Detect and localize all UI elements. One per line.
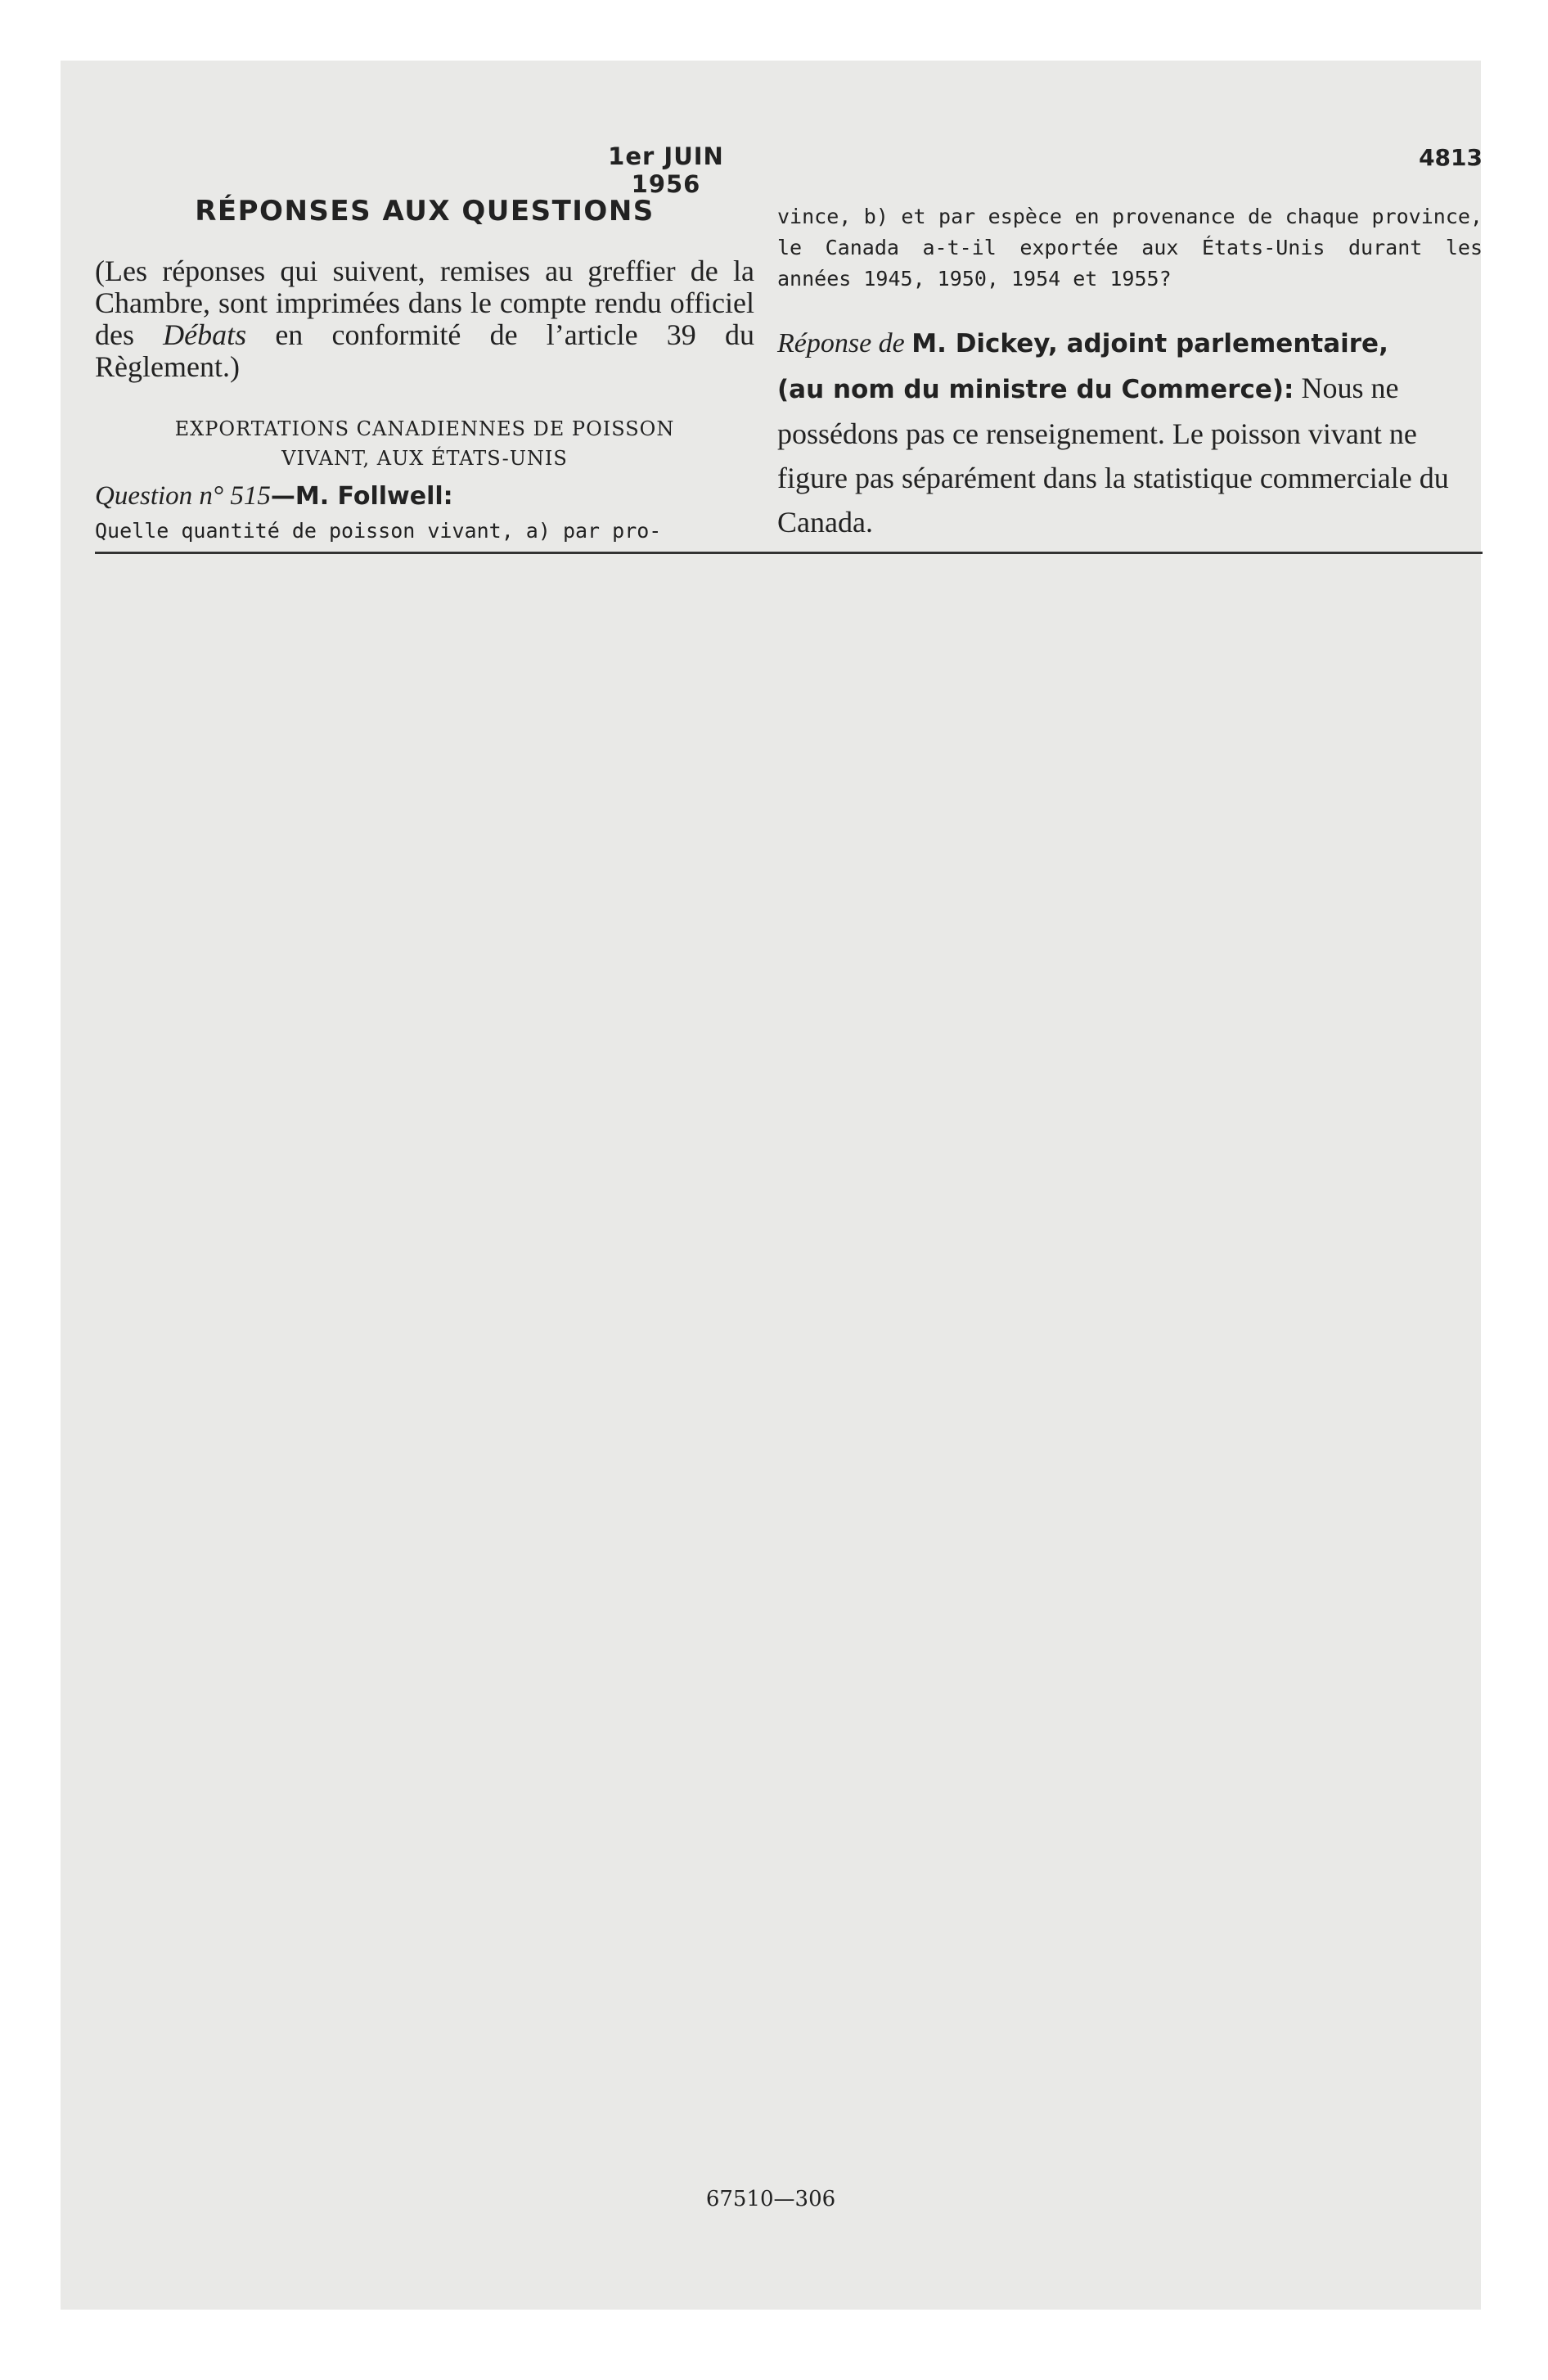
- question-subheading: [95, 414, 754, 473]
- section-rule: [95, 552, 1483, 554]
- left-column: [95, 195, 754, 545]
- right-column: [777, 201, 1483, 544]
- intro-paragraph: [95, 255, 754, 383]
- question-author: —M. Follwell:: [270, 482, 453, 511]
- page-number: 4813: [1419, 144, 1483, 171]
- question-line: [95, 480, 754, 512]
- intro-italic: Débats: [163, 318, 247, 351]
- answer-heading: [777, 327, 1483, 359]
- answer-text: Nous ne possédons pas ce renseignement. Le poisson vivant ne figure pas séparément dans la statistique commerciale du Canada.: [777, 372, 1449, 539]
- answer-body: [777, 366, 1483, 544]
- intro-text-2: en conformité de l’article 39 du Règlement.): [95, 318, 754, 383]
- question-text: Quelle quantité de poisson vivant, a) par pro-: [95, 519, 662, 543]
- intro-text-1: (Les réponses qui suivent, remises au greffier de la Chambre, sont imprimées dans le compte rendu officiel des: [95, 255, 754, 351]
- question-continued: vince, b) et par espèce en provenance de chaque province, le Canada a-t-il exportée aux États-Unis durant les années 1945, 1950, 1954 et 1955?: [777, 205, 1483, 291]
- answer-author: M. Dickey, adjoint parlementaire,: [911, 329, 1388, 358]
- answer-bold: (au nom du ministre du Commerce):: [777, 375, 1294, 404]
- subhead-line-1: EXPORTATIONS CANADIENNES DE POISSON: [174, 417, 675, 440]
- answer-label: Réponse de: [777, 328, 912, 358]
- subhead-line-2: VIVANT, AUX ÉTATS-UNIS: [281, 447, 568, 470]
- question-label: Question n° 515: [95, 481, 271, 511]
- footer-code: 67510—306: [705, 2187, 836, 2211]
- scanned-page: [61, 61, 1481, 2310]
- section-heading: RÉPONSES AUX QUESTIONS: [195, 195, 655, 228]
- running-header-date: 1er JUIN 1956: [608, 142, 724, 198]
